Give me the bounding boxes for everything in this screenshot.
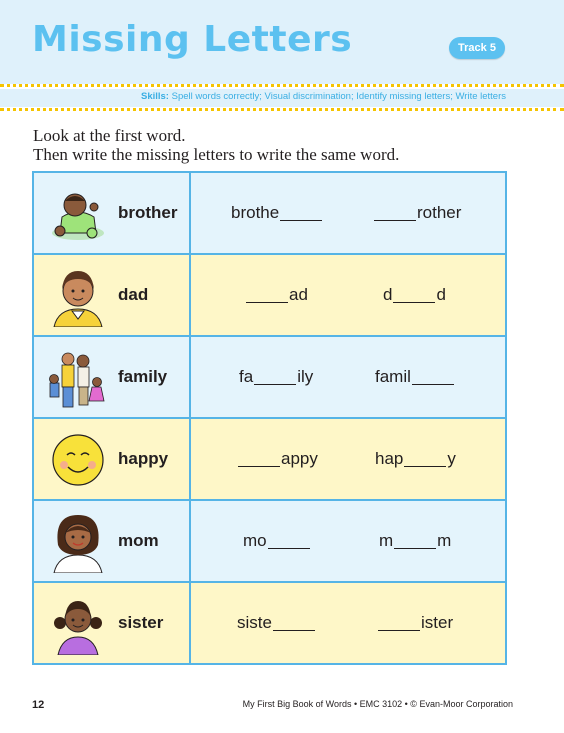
exercise-1: ad — [245, 255, 308, 335]
word-table — [32, 171, 507, 665]
family-icon — [48, 347, 108, 409]
exercise-cell — [190, 336, 506, 418]
table-row — [33, 254, 506, 336]
page-number: 12 — [32, 699, 45, 711]
word-label: family — [118, 367, 168, 386]
exercise-1: siste — [237, 583, 316, 663]
smiley-face-icon — [48, 429, 108, 491]
exercise-1: appy — [237, 419, 318, 499]
skills-list: Spell words correctly; Visual discrimination; Identify missing letters; Write letters — [171, 91, 506, 102]
exercise-cell — [190, 582, 506, 664]
blank-line[interactable] — [374, 206, 416, 221]
exercise-2: hap y — [375, 449, 456, 468]
track-badge: Track 5 — [449, 37, 505, 59]
blank-line[interactable] — [246, 288, 288, 303]
exercise-1: brothe — [231, 173, 323, 253]
exercise-2: ister — [377, 583, 453, 663]
table-row — [33, 418, 506, 500]
exercise-1: fa ily — [239, 367, 314, 386]
dad-icon — [48, 265, 108, 327]
blank-line[interactable] — [254, 370, 296, 385]
word-cell — [33, 418, 190, 500]
exercise-2: famil — [375, 337, 455, 417]
word-label: happy — [118, 449, 169, 468]
table-row — [33, 500, 506, 582]
table-row — [33, 336, 506, 418]
word-label: mom — [118, 531, 159, 550]
blank-line[interactable] — [280, 206, 322, 221]
word-cell — [33, 172, 190, 254]
blank-line[interactable] — [238, 452, 280, 467]
table-row — [33, 172, 506, 254]
footer-credit: My First Big Book of Words • EMC 3102 • © Evan-Moor Corporation — [242, 699, 513, 709]
exercise-cell — [190, 254, 506, 336]
word-cell — [33, 582, 190, 664]
dotted-divider-bottom — [0, 108, 564, 111]
table-row — [33, 582, 506, 664]
exercise-2: d d — [383, 285, 446, 304]
instruction-line-1: Look at the first word. — [33, 126, 186, 145]
blank-line[interactable] — [268, 534, 310, 549]
word-label: dad — [118, 285, 149, 304]
header-band — [0, 0, 564, 84]
exercise-2: m m — [379, 531, 452, 550]
word-label: sister — [118, 613, 164, 632]
exercise-1: mo — [243, 501, 311, 581]
skills-bar — [0, 89, 564, 107]
exercise-cell — [190, 500, 506, 582]
instructions — [33, 126, 399, 164]
blank-line[interactable] — [393, 288, 435, 303]
blank-line[interactable] — [273, 616, 315, 631]
instruction-line-2: Then write the missing letters to write the same word. — [33, 145, 400, 164]
blank-line[interactable] — [412, 370, 454, 385]
blank-line[interactable] — [378, 616, 420, 631]
baby-boy-icon — [48, 183, 108, 245]
skills-label: Skills: — [140, 91, 169, 102]
blank-line[interactable] — [404, 452, 446, 467]
skills-text — [141, 91, 506, 102]
word-cell — [33, 500, 190, 582]
word-cell — [33, 254, 190, 336]
exercise-2: rother — [373, 173, 461, 253]
page-title: Missing Letters — [32, 19, 353, 60]
dotted-divider-top — [0, 84, 564, 87]
exercise-cell — [190, 418, 506, 500]
exercise-cell — [190, 172, 506, 254]
word-cell — [33, 336, 190, 418]
mom-icon — [48, 511, 108, 573]
word-label: brother — [118, 203, 178, 222]
girl-icon — [48, 593, 108, 655]
blank-line[interactable] — [394, 534, 436, 549]
